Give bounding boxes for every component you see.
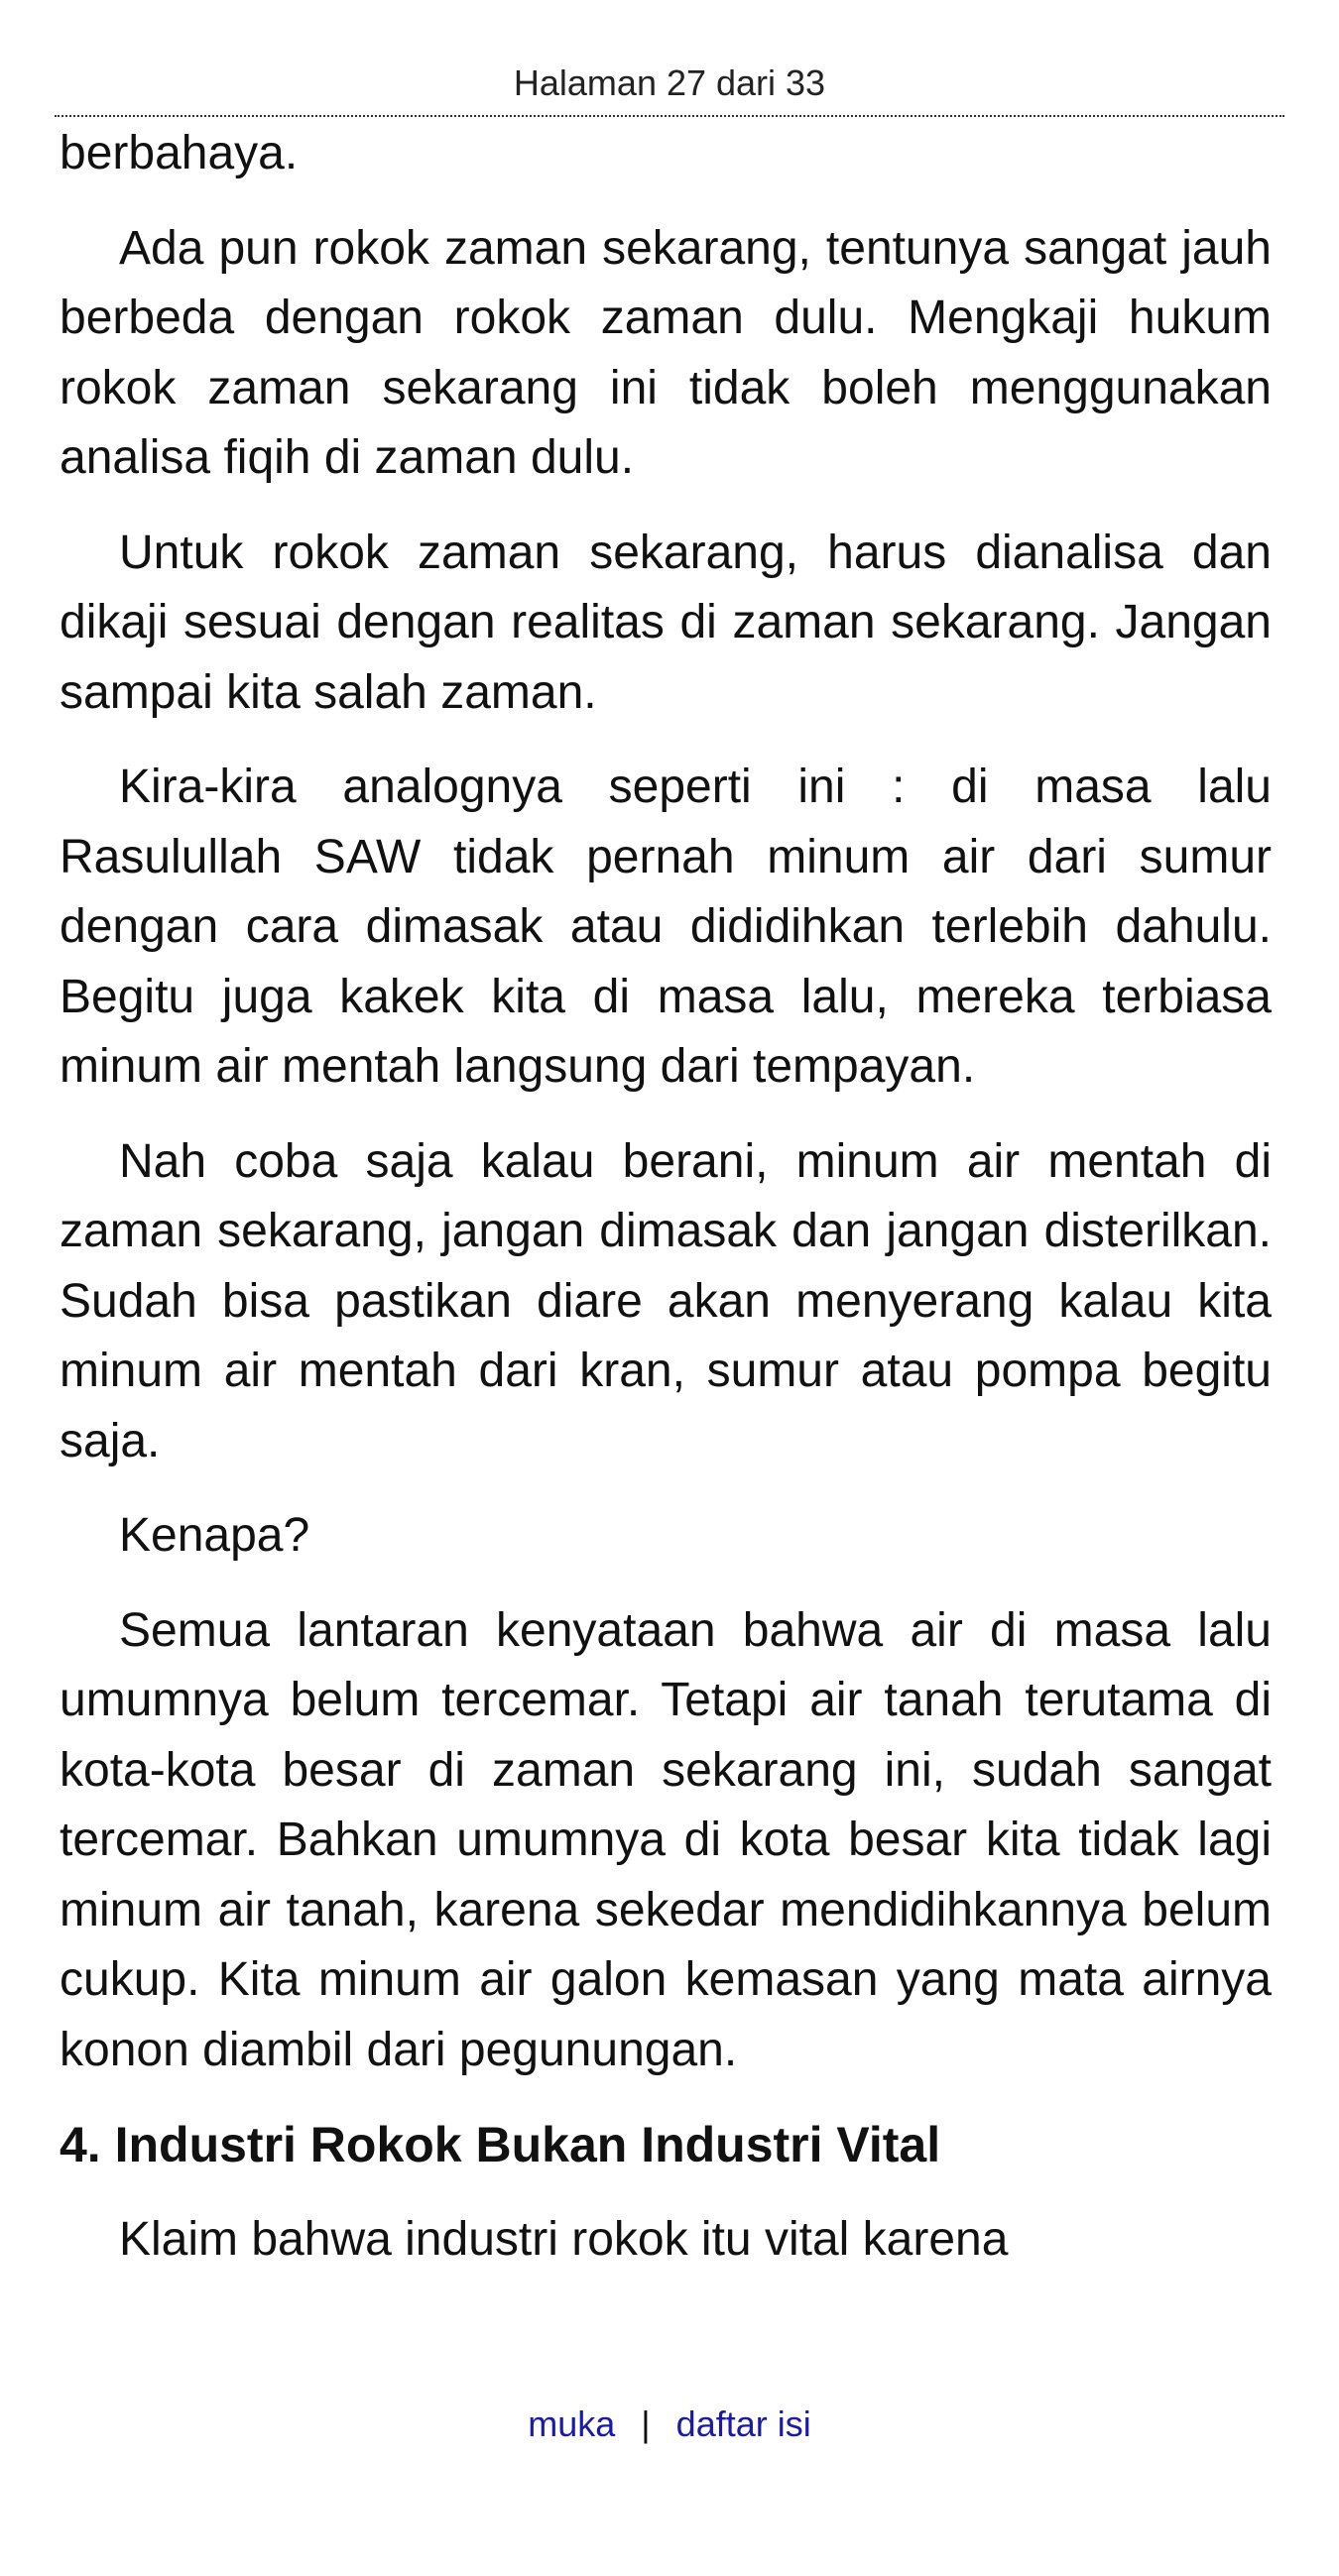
paragraph: Kenapa? — [119, 1509, 310, 1562]
paragraph: Semua lantaran kenyataan bahwa air di masa lalu umumnya belum tercemar. Tetapi air tanah terutama di kota-kota besar di zaman sekarang ini, sudah sangat tercemar. Bahkan umumnya di kota besar kita tidak lagi minum air tanah, karena sekedar mendidihkannya belum cukup. Kita minum air galon kemasan yang mata airnya konon diambil dari pegunungan. — [60, 1603, 1272, 2076]
nav-separator: | — [641, 2403, 651, 2444]
paragraph: Ada pun rokok zaman sekarang, tentunya sangat jauh berbeda dengan rokok zaman dulu. Mengkaji hukum rokok zaman sekarang ini tidak boleh menggunakan analisa fiqih di zaman dulu. — [60, 221, 1272, 484]
document-body — [60, 119, 1272, 2299]
section-heading: 4. Industri Rokok Bukan Industri Vital — [60, 2117, 941, 2172]
paragraph: Untuk rokok zaman sekarang, harus dianalisa dan dikaji sesuai dengan realitas di zaman sekarang. Jangan sampai kita salah zaman. — [60, 526, 1272, 719]
home-link[interactable]: muka — [528, 2403, 616, 2444]
table-of-contents-link[interactable]: daftar isi — [675, 2403, 811, 2444]
paragraph-truncated: Klaim bahwa industri rokok itu vital karena — [119, 2212, 1009, 2266]
paragraph: Kira-kira analognya seperti ini : di masa lalu Rasulullah SAW tidak pernah minum air dari sumur dengan cara dimasak atau dididihkan terlebih dahulu. Begitu juga kakek kita di masa lalu, mereka terbiasa minum air mentah langsung dari tempayan. — [60, 761, 1272, 1093]
footer-navigation — [0, 2400, 1339, 2449]
paragraph-continuation: berbahaya. — [60, 127, 299, 179]
paragraph: Nah coba saja kalau berani, minum air mentah di zaman sekarang, jangan dimasak dan jangan disterilkan. Sudah bisa pastikan diare akan menyerang kalau kita minum air mentah dari kran, sumur atau pompa begitu saja. — [60, 1134, 1272, 1467]
page-indicator: Halaman 27 dari 33 — [55, 58, 1284, 117]
